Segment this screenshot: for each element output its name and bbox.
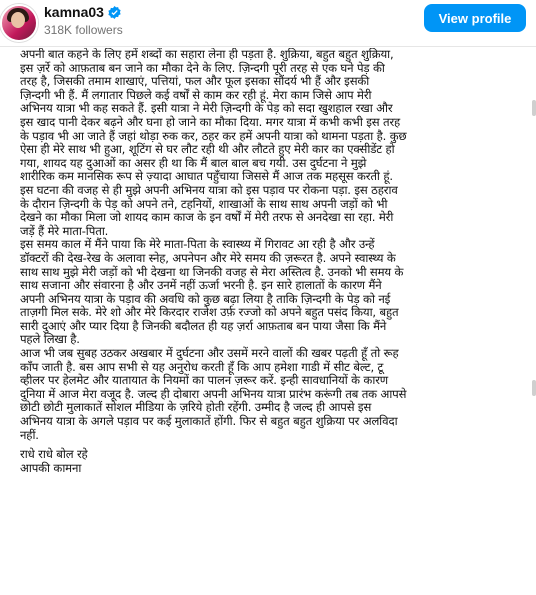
signature-line: आपकी कामना <box>20 460 82 475</box>
post-text-line: अभिनय यात्रा के अगले पड़ाव पर कई मुलाकातें होंगी. फिर से बहुत बहुत शुक्रिया पर अलविदा <box>20 414 398 429</box>
post-paragraph <box>0 238 536 347</box>
post-text-line: व्हीलर पर हेलमेट और यातायात के नियमों का पालन ज़रूर करें. इन्ही सावधानियों के कारण <box>20 373 389 388</box>
post-text-line: ऐसा ही मेरे साथ भी हुआ, शूटिंग से घर लौट रही थी और लौटते हुए मेरी कार का एक्सीडेंट हो <box>20 142 395 157</box>
post-text-line: छोटी छोटी मुलाकातें सोशल मीडिया के ज़रिये होती रहेंगी. उम्मीद है जल्द ही आपसे इस <box>20 400 372 415</box>
post-text-line: जड़ें हैं मेरे माता-पिता. <box>20 223 109 238</box>
signature-line: राधे राधे बोल रहे <box>20 447 88 462</box>
post-text-line: पहले लिखा है. <box>20 332 80 347</box>
username-link[interactable]: kamna03 <box>44 4 104 20</box>
post-text-line: इस घटना की वजह से ही मुझे अपनी अभिनय यात्रा को इस पड़ाव पर रोकना पड़ा. इस ठहराव <box>20 182 398 197</box>
post-text-line: अपनी अभिनय यात्रा के पड़ाव की अवधि को कुछ बढ़ा लिया है ताकि ज़िन्दगी के पेड़ को नई <box>20 291 391 306</box>
post-text-line: इस खाद पानी देकर बढ़ने और घना हो जाने का मौका दिया. मगर यात्रा में कभी कभी इस तरह <box>20 114 401 129</box>
post-paragraphs <box>0 48 536 442</box>
post-text-line: इस ज़र्रे को आफ़ताब बन जाने का मौका देने के लिए. ज़िन्दगी पूरी तरह से एक घने पेड़ की <box>20 60 385 75</box>
post-text-line: साथ साथ मुझे मेरी जड़ों को भी देखना था जिनकी वजह से मेरा अस्तित्व है. उनको भी समय के <box>20 264 404 279</box>
post-text-line: तरह है, जिसकी तमाम शाखाएं, पत्तियां, फल और फूल इसका सौंदर्य भी हैं और इसकी <box>20 74 370 89</box>
followers-count: 318K followers <box>44 23 123 37</box>
post-text-line: साथ सजाना और संवारना है और उनमें नहीं ऊर्जा भरनी है. इन सारे हालातों के कारण मैंने <box>20 278 382 293</box>
post-text-line: के दौरान ज़िन्दगी के पेड़ को अपने तने, टहनियों, शाखाओं के साथ साथ अपनी जड़ों को भी <box>20 196 388 211</box>
view-profile-button[interactable]: View profile <box>424 4 526 32</box>
verified-badge-icon <box>108 6 121 19</box>
post-text-line: नहीं. <box>20 427 39 442</box>
post-text-line: देखने का मौका मिला जो शायद काम काज के इन वर्षों में मेरी तरफ से अनदेखा सा रहा. मेरी <box>20 210 394 225</box>
post-text-line: ज़िन्दगी भी हैं. मैं लगातार पिछले कई वर्षों से काम कर रही हूं. मेरा काम जिसे आप मेरी <box>20 87 372 102</box>
scrollbar-thumb[interactable] <box>532 100 536 116</box>
profile-header <box>0 0 536 47</box>
avatar-face <box>11 12 25 28</box>
post-text-line: अपनी बात कहने के लिए हमें शब्दों का सहारा लेना ही पड़ता है. शुक्रिया, बहुत बहुत शुक्रिया, <box>20 48 394 61</box>
username-row <box>44 4 121 20</box>
post-text-line: ताज़गी मिल सके. मेरे शो और मेरे किरदार राजेश उर्फ़ रज्जो को अपने बहुत पसंद किया, बहुत <box>20 305 399 320</box>
post-text-line: इस समय काल में मैंने पाया कि मेरे माता-पिता के स्वास्थ्य में गिरावट आ रही है और उन्हें <box>20 237 375 252</box>
avatar[interactable] <box>0 4 38 42</box>
post-text <box>0 48 536 595</box>
post-text-line: शारीरिक कम मानसिक रूप से ज़्यादा आघात पहुँचाया जिससे मैं आज तक महसूस करती हूं. <box>20 169 393 184</box>
post-text-line: के पड़ाव भी आ जाते हैं जहां थोड़ा रुक कर, ठहर कर हमें अपनी यात्रा को थामना पड़ता है. कुछ <box>20 128 407 143</box>
signature <box>0 448 536 475</box>
post-text-line: डॉक्टरों की देख-रेख के अलावा स्नेह, अपनेपन और मेरे समय की ज़रूरत है. अपने स्वास्थ्य के <box>20 250 396 265</box>
post-paragraph <box>0 48 536 238</box>
scrollbar-thumb[interactable] <box>532 380 536 396</box>
post-text-line: दुनिया में आज मेरा वजूद है. जल्द ही दोबारा अपनी अभिनय यात्रा प्रारंभ करूंगी तब तक आपसे <box>20 386 407 401</box>
post-text-line: सारी दुआएं और प्यार दिया है जिनकी बदौलत ही यह ज़र्रा आफ़ताब बन पाया जैसा कि मैंने <box>20 318 387 333</box>
post-text-line: काँप जाती है. बस आप सभी से यह अनुरोध करती हूँ कि आप हमेशा गाडी में सीट बेल्ट, टू <box>20 359 384 374</box>
post-text-line: गया, शायद यह दुआओं का असर ही था कि मैं बाल बाल बच गयी. उस दुर्घटना ने मुझे <box>20 155 367 170</box>
post-text-line: आज भी जब सुबह उठकर अखबार में दुर्घटना और उसमें मरने वालों की खबर पढ़ती हूँ तो रूह <box>20 346 399 361</box>
post-paragraph <box>0 347 536 442</box>
post-text-line: अभिनय यात्रा भी कह सकते हैं. इसी यात्रा ने मेरी ज़िन्दगी के पेड़ को सदा खुशहाल रखा और <box>20 101 393 116</box>
